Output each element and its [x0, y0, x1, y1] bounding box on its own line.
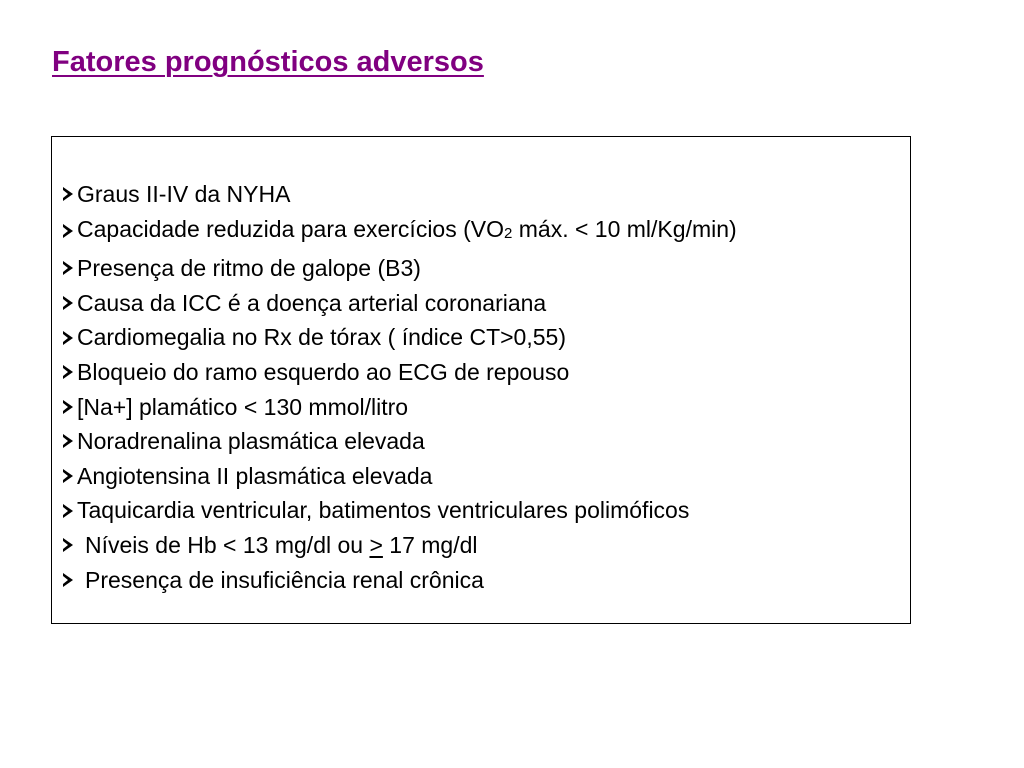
list-item	[63, 212, 737, 252]
arrowhead-bullet-icon	[63, 400, 73, 414]
arrowhead-bullet-icon	[63, 331, 73, 345]
list-item	[63, 286, 737, 321]
arrowhead-bullet-icon	[63, 504, 73, 518]
item-text-part: Capacidade reduzida para exercícios (VO	[77, 215, 505, 242]
item-text: Presença de ritmo de galope (B3)	[77, 255, 421, 282]
arrowhead-bullet-icon	[63, 573, 73, 587]
item-text: Presença de insuficiência renal crônica	[85, 566, 484, 593]
item-text-part: máx. < 10 ml/Kg/min)	[512, 215, 737, 242]
subscript: 2	[504, 224, 513, 242]
list-item	[63, 355, 737, 390]
arrowhead-bullet-icon	[63, 296, 73, 310]
list-item	[63, 251, 737, 286]
item-text: Cardiomegalia no Rx de tórax ( índice CT>0,55)	[77, 324, 566, 351]
arrowhead-bullet-icon	[63, 469, 73, 483]
list-item	[63, 177, 737, 212]
list-item	[63, 459, 737, 494]
arrowhead-bullet-icon	[63, 224, 73, 238]
item-text-part: Níveis de Hb < 13 mg/dl ou	[85, 531, 370, 558]
item-text: Bloqueio do ramo esquerdo ao ECG de repouso	[77, 358, 570, 385]
list-item	[63, 528, 737, 563]
item-text: Causa da ICC é a doença arterial coronariana	[77, 289, 547, 316]
list-item	[63, 424, 737, 459]
list-item	[63, 493, 737, 528]
item-text: [Na+] plamático < 130 mmol/litro	[77, 393, 409, 420]
arrowhead-bullet-icon	[63, 365, 73, 379]
item-text	[77, 212, 737, 252]
item-text-part: 17 mg/dl	[382, 531, 478, 558]
item-text: Taquicardia ventricular, batimentos ventriculares polimóficos	[77, 497, 690, 524]
content-box	[51, 136, 911, 624]
arrowhead-bullet-icon	[63, 434, 73, 448]
slide-title: Fatores prognósticos adversos	[52, 46, 484, 78]
item-text: Graus II-IV da NYHA	[77, 181, 291, 207]
item-text: Angiotensina II plasmática elevada	[77, 462, 433, 489]
arrowhead-bullet-icon	[63, 538, 73, 552]
arrowhead-bullet-icon	[63, 261, 73, 275]
item-text	[85, 528, 478, 563]
list-item	[63, 390, 737, 425]
list-item	[63, 563, 737, 598]
list-item	[63, 320, 737, 355]
arrowhead-bullet-icon	[63, 187, 73, 201]
bullet-list	[63, 177, 737, 597]
underlined-symbol: >	[369, 531, 383, 558]
item-text: Noradrenalina plasmática elevada	[77, 428, 425, 455]
